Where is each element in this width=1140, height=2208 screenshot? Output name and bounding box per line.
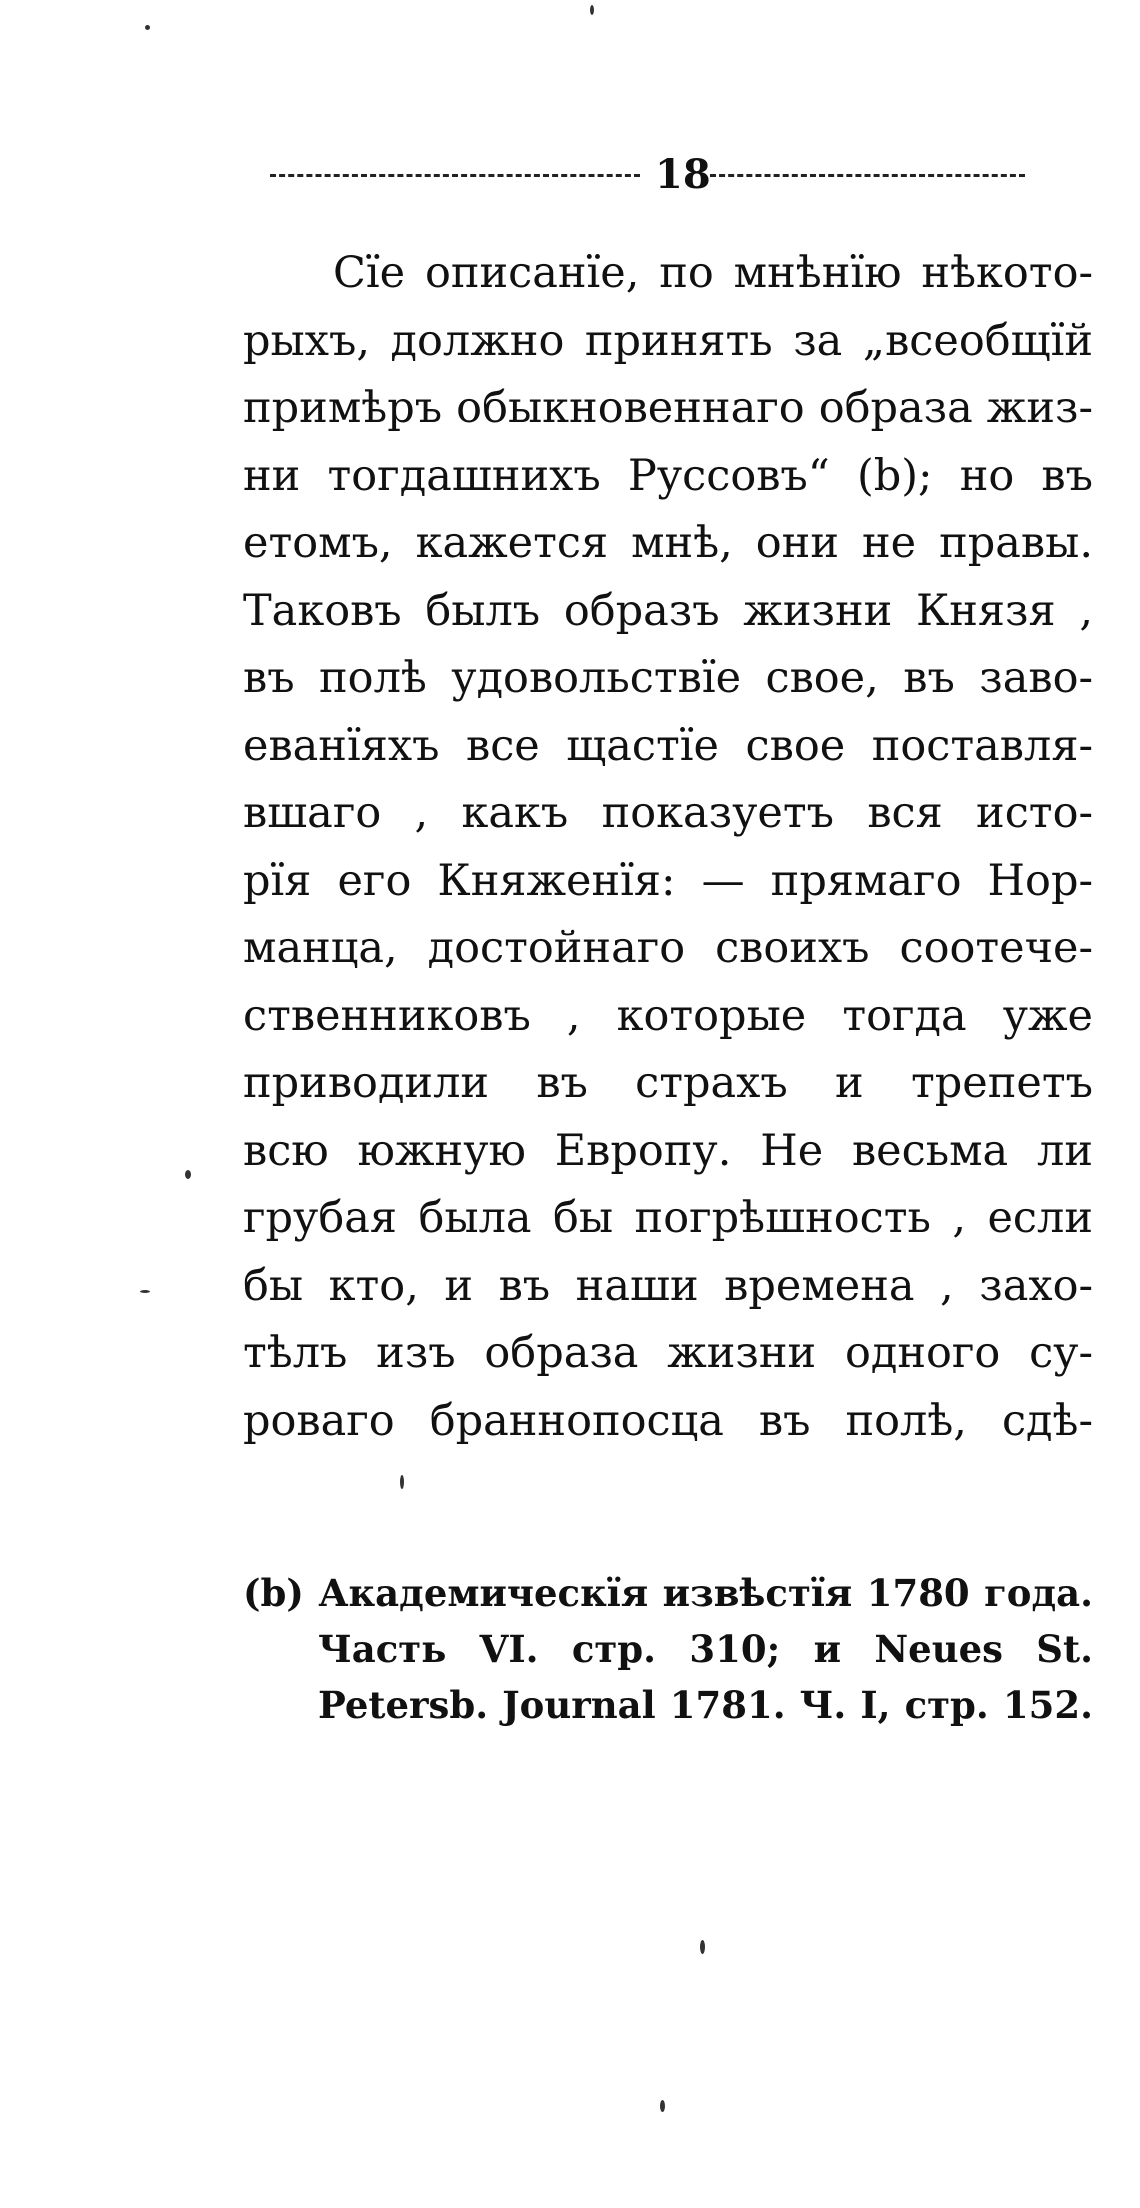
- text-line: ственниковъ , которые тогда уже: [243, 990, 1093, 1041]
- text-line: примѣръ обыкновеннаго образа жиз-: [243, 383, 1093, 433]
- text-line: етомъ, кажется мнѣ, они не правы.: [243, 518, 1093, 568]
- text-line: бы кто, и въ наши времена , захо-: [243, 1260, 1093, 1311]
- text-line: грубая была бы погрѣшность , если: [243, 1193, 1093, 1243]
- footnote: [243, 1565, 1093, 1733]
- text-line: Сїе описанїе, по мнѣнїю нѣкото-: [333, 248, 1093, 298]
- text-line: Таковъ былъ образъ жизни Князя ,: [243, 585, 1093, 636]
- text-line: рыхъ, должно принять за „всеобщїй: [243, 315, 1093, 366]
- text-line: манца, достойнаго своихъ соотече-: [243, 923, 1093, 973]
- scan-speck: [700, 1940, 705, 1954]
- text-line: рїя его Княженїя: — прямаго Нор-: [243, 855, 1093, 906]
- text-line: роваго браннопосца въ полѣ, сдѣ-: [243, 1395, 1093, 1446]
- page-header: [270, 150, 1030, 200]
- header-rule-right: [710, 174, 1025, 177]
- text-line: въ полѣ удовольствїе свое, въ заво-: [243, 653, 1093, 703]
- text-line: вшаго , какъ показуетъ вся исто-: [243, 788, 1093, 838]
- text-line: всю южную Европу. Не весьма ли: [243, 1125, 1093, 1176]
- scan-speck: [400, 1475, 404, 1489]
- footnote-line: (b) Академическїя извѣстїя 1780 года.: [243, 1571, 1093, 1615]
- body-text: [243, 240, 1093, 1455]
- text-line: еванїяхъ все щастїе свое поставля-: [243, 720, 1093, 771]
- footnote-line: Часть VI. стр. 310; и Neues St.: [318, 1627, 1093, 1671]
- scan-speck: [185, 1170, 191, 1179]
- text-line: тѣлъ изъ образа жизни одного су-: [243, 1328, 1093, 1378]
- text-line: ни тогдашнихъ Руссовъ“ (b); но въ: [243, 450, 1093, 501]
- page-number: 18: [655, 151, 711, 198]
- scan-speck: [660, 2100, 665, 2112]
- footnote-line: Petersb. Journal 1781. Ч. I, стр. 152.: [318, 1683, 1093, 1727]
- scan-speck: [590, 5, 594, 15]
- header-rule-left: [270, 174, 640, 177]
- scan-speck: [145, 25, 150, 30]
- scan-speck: [140, 1290, 150, 1293]
- text-line: приводили въ страхъ и трепетъ: [243, 1058, 1093, 1108]
